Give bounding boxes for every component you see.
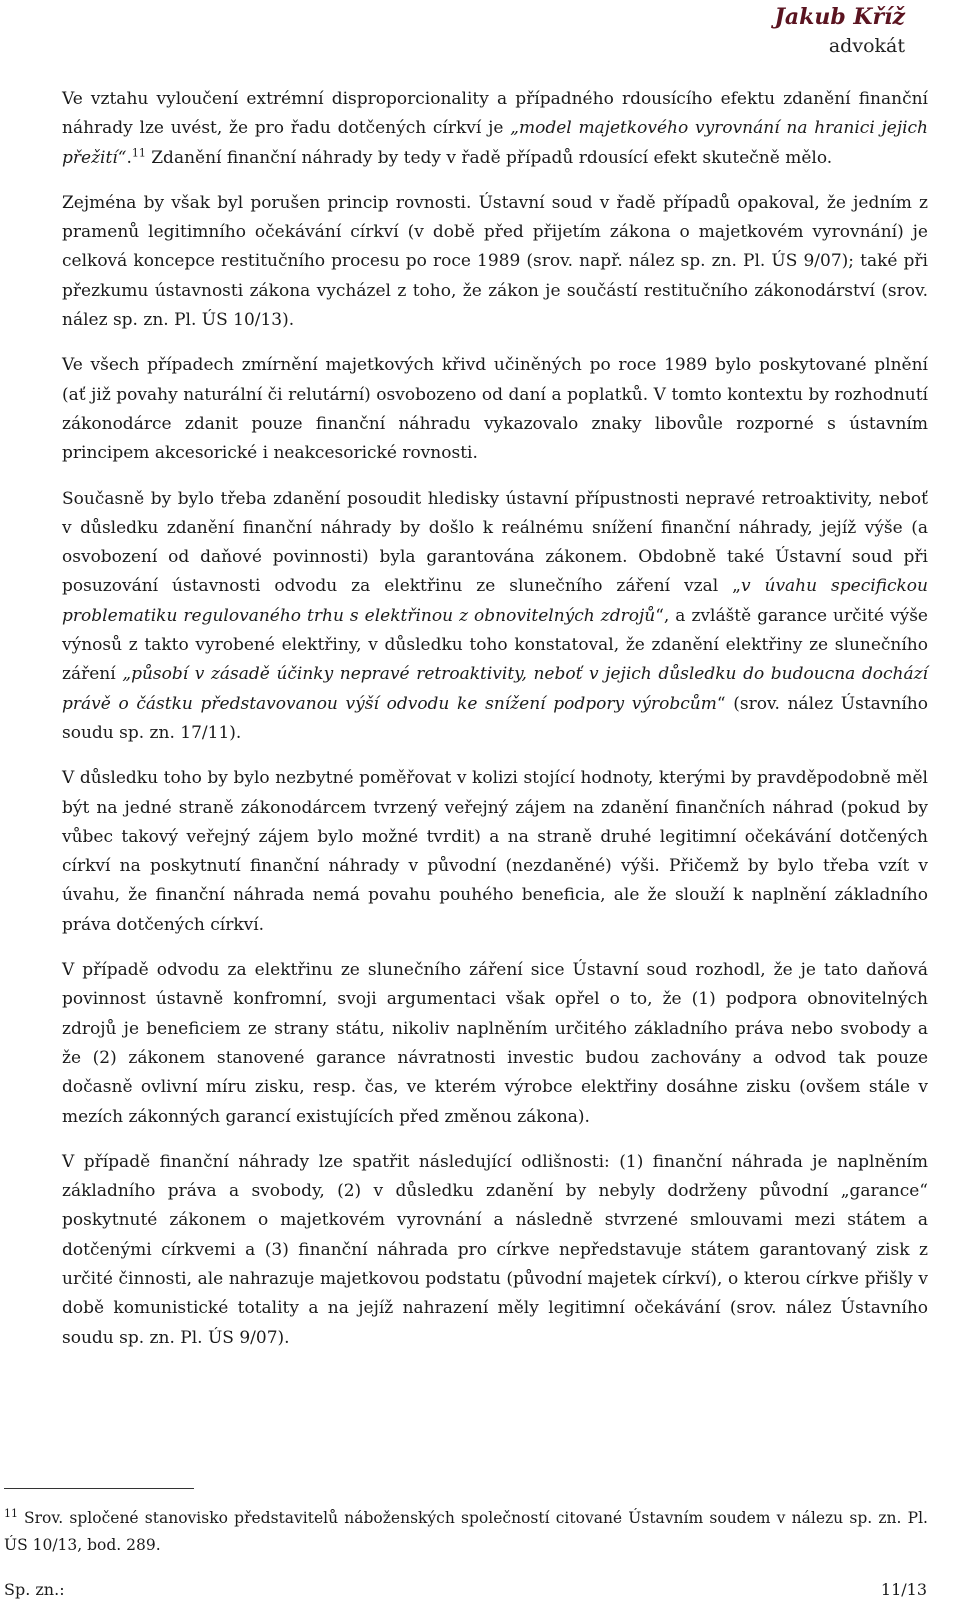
footnote-number: 11 bbox=[4, 1506, 18, 1520]
paragraph bbox=[62, 351, 928, 468]
paragraph-text: Zejména by však byl porušen princip rovnosti. Ústavní soud v řadě případů opakoval, že jedním z pramenů legitimního očekávání církví (v době před přijetím zákona o majetkovém vyrovnání) je celková koncepce restitučního procesu po roce 1989 (srov. např. nález sp. zn. Pl. ÚS 9/07); také při přezkumu ústavnosti zákona vycházel z toho, že zákon je součástí restitučního zákonodárství (srov. nález sp. zn. Pl. ÚS 10/13). bbox=[62, 192, 928, 331]
paragraph-text: Ve všech případech zmírnění majetkových křivd učiněných po roce 1989 bylo poskytované plnění (ať již povahy naturální či relutární) osvobozeno od daní a poplatků. V tomto kontextu by rozhodnutí zákonodárce zdanit pouze finanční náhradu vykazovalo znaky libovůle rozporné s ústavním principem akcesorické i neakcesorické rovnosti. bbox=[62, 355, 928, 464]
page-number: 11/13 bbox=[880, 1580, 927, 1599]
footnote-divider bbox=[4, 1488, 194, 1489]
paragraph bbox=[62, 1148, 928, 1353]
paragraph-text: „model majetkového vyrovnání na hranici jejich přežití“ bbox=[62, 118, 929, 168]
paragraph-text: Současně by bylo třeba zdanění posoudit hledisky ústavní přípustnosti nepravé retroaktivity, neboť v důsledku zdanění finanční náhrady by došlo k reálnému snížení finanční náhrady, jejíž výše (a osvobození od daňové povinnosti) byla garantována zákonem. Obdobně také Ústavní soud při posuzování ústavnosti odvodu za elektřinu ze slunečního záření vzal „ bbox=[62, 488, 928, 597]
paragraph-text: V případě odvodu za elektřinu ze slunečního záření sice Ústavní soud rozhodl, že je tato daňová povinnost ústavně konfromní, svoji argumentaci však opřel o to, že (1) podpora obnovitelných zdrojů je beneficiem ze strany státu, nikoliv naplněním určitého základního práva nebo svobody a že (2) zákonem stanovené garance návratnosti investic budou zachovány a odvod tak pouze dočasně ovlivní míru zisku, resp. čas, ve kterém výrobce elektřiny dosáhne zisku (ovšem stále v mezích zákonných garancí existujících před změnou zákona). bbox=[62, 960, 928, 1127]
paragraph-text: „působí v zásadě účinky nepravé retroaktivity, neboť v jejich důsledku do budoucna dochází právě o částku představovanou výší odvodu ke snížení podpory výrobcům bbox=[62, 664, 928, 714]
letterhead bbox=[774, 2, 905, 60]
paragraph bbox=[62, 485, 928, 749]
paragraph-text: “, a zvláště garance určité výše výnosů z takto vyrobené elektřiny, v důsledku toho konstatoval, že zdanění elektřiny ze slunečního záření bbox=[62, 605, 928, 685]
case-number-label: Sp. zn.: bbox=[4, 1580, 65, 1599]
paragraph-text: Ve vztahu vyloučení extrémní disproporcionality a případného rdousícího efektu zdanění finanční náhrady lze uvést, že pro řadu dotčených církví je bbox=[62, 89, 928, 139]
footnote-reference: 11 bbox=[131, 145, 146, 159]
paragraph-text: V důsledku toho by bylo nezbytné poměřovat v kolizi stojící hodnoty, kterými by pravděpodobně měl být na jedné straně zákonodárcem tvrzený veřejný zájem na zdanění finančních náhrad (pokud by vůbec takový veřejný zájem bylo možné tvrdit) a na straně druhé legitimní očekávání dotčených církví na poskytnutí finanční náhrady v původní (nezdaněné) výši. Přičemž by bylo třeba vzít v úvahu, že finanční náhrada nemá povahu pouhého beneficia, ale že slouží k naplnění základního práva dotčených církví. bbox=[62, 768, 928, 935]
author-role: advokát bbox=[828, 35, 905, 57]
paragraph bbox=[62, 189, 928, 335]
footnote bbox=[4, 1505, 928, 1559]
paragraph bbox=[62, 956, 928, 1132]
body-text bbox=[62, 85, 928, 1369]
footnote-text: Srov. spločené stanovisko představitelů náboženských společností citované Ústavním soudem v nálezu sp. zn. Pl. ÚS 10/13, bod. 289. bbox=[4, 1509, 928, 1554]
paragraph-text: V případě finanční náhrady lze spatřit následující odlišnosti: (1) finanční náhrada je naplněním základního práva a svobody, (2) v důsledku zdanění by nebyly dodrženy původní „garance“ poskytnuté zákonem o majetkovém vyrovnání a následně stvrzené smlouvami mezi státem a dotčenými církvemi a (3) finanční náhrada pro církve nepředstavuje státem garantovaný zisk z určité činnosti, ale nahrazuje majetkovou podstatu (původní majetek církví), o kterou církve přišly v době komunistické totality a na jejíž nahrazení měly legitimní očekávání (srov. nález Ústavního soudu sp. zn. Pl. ÚS 9/07). bbox=[62, 1151, 928, 1348]
paragraph bbox=[62, 764, 928, 940]
paragraph bbox=[62, 85, 928, 173]
author-name: Jakub Kříž bbox=[774, 4, 905, 30]
paragraph-text: “ (srov. nález Ústavního soudu sp. zn. 17/11). bbox=[62, 693, 928, 743]
paragraph-text: . bbox=[126, 147, 132, 168]
paragraph-text: v úvahu specifickou problematiku regulovaného trhu s elektřinou z obnovitelných zdrojů bbox=[62, 576, 928, 626]
paragraph-text: Zdanění finanční náhrady by tedy v řadě případů rdousící efekt skutečně mělo. bbox=[145, 147, 833, 168]
